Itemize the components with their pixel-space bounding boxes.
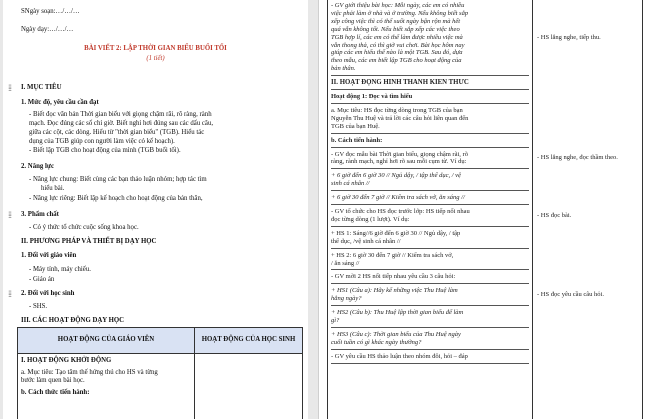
objective-line: giữa các cột, các dòng. Hiểu từ "thời gian biểu" (TGB). Hiểu tác [29,129,205,136]
objective-line: dụng của TGB giúp con người làm việc có kế hoạch). [29,138,175,145]
teacher-activity-line: / ăn sáng // [331,259,360,267]
teacher-activity-line: quá vẫn không tốt. Nếu biết sắp xếp các việc theo [331,25,460,33]
competency-line: - Năng lực riêng: Biết lập kế hoạch cho hoạt động của bản thân, [29,195,203,202]
teacher-activity-line: + HS1 (Câu a): Hãy kể những việc Thu Huệ làm [331,287,458,295]
document-page-left [3,0,308,419]
row-divider [331,226,529,227]
row-divider [331,248,529,249]
student-column [537,0,639,419]
header-teacher-activity: HOẠT ĐỘNG CỦA GIÁO VIÊN [18,328,195,354]
teacher-activity-line: giúp các em hiểu thế nào là một TGB. Sau đó, dựa [331,49,463,57]
teacher-activity-line: sinh cá nhân // [331,180,370,188]
drag-handle-icon[interactable]: ⁞⁞ [8,210,12,220]
row-divider [331,89,529,90]
teacher-activity-line: + HS 2: 6 giờ 30 đến 7 giờ // Kiểm tra sách vở, [331,251,454,259]
continued-table [327,0,643,419]
teacher-activity-line: thể dục, /vệ sinh cá nhân // [331,237,401,245]
teacher-column [331,0,529,419]
teacher-activity-line: + HS2 (Câu b): Thu Huệ lập thời gian biểu để làm [331,309,464,317]
row-divider [331,75,529,76]
activities-table [17,327,303,419]
student-activity-text: - HS đọc yêu cầu câu hỏi. [537,291,604,299]
activity-heading: I. HOẠT ĐỘNG KHỞI ĐỘNG [21,357,112,364]
row-divider [331,305,529,306]
teacher-activity-line: hằng ngày? [331,295,362,303]
row-divider [331,190,529,191]
teacher-activity-line: a. Mục tiêu: HS đọc từng dòng trong TGB của bạn [331,106,463,114]
teacher-activity-line: bản thân. [331,65,356,73]
objective-line: - Biết lập TGB cho hoạt động của mình (TGB buổi tối). [29,147,181,154]
teacher-activity-line: - GV mời 2 HS nối tiếp nhau yêu cầu 3 câu hỏi: [331,273,456,281]
quality-line: - Có ý thức tổ chức cuộc sống khoa học. [29,224,139,231]
objective-line: mạch. Đọc đúng các số chỉ giờ. Biết nghỉ hơi đúng sau các dấu câu, [29,120,214,127]
teacher-activity-line: TGB của bạn Huệ. [331,122,380,130]
teacher-activity-line: b. Cách tiến hành: [331,136,383,144]
teacher-activity-line: TGB hợp lí, các em có thể làm được nhiều việc mà [331,33,463,41]
competency-line: - Năng lực chung: Biết cùng các bạn thảo luận nhóm; hợp tác tìm [29,176,207,183]
objective-line: - Biết đọc văn bản Thời gian biểu với giọng chậm rãi, rõ ràng, rành [29,111,212,118]
teacher-activity-line: đọc từng dòng (1 lượt). Ví dụ: [331,215,410,223]
activity-line: a. Mục tiêu: Tạo tâm thế hứng thú cho HS và từng [21,369,158,377]
heading-competencies: 2. Năng lực [21,163,54,170]
section-activities: III. CÁC HOẠT ĐỘNG DẠY HỌC [21,317,125,324]
table-column-divider [532,0,533,419]
teacher-activity-line: - GV giới thiệu bài học: Mỗi ngày, các em có nhiều [331,2,465,9]
row-divider [331,283,529,284]
table-cell-student [195,354,303,419]
teacher-activity-line: - GV tổ chức cho HS đọc trước lớp: HS tiếp nối nhau [331,208,470,215]
section-objectives: I. MỤC TIÊU [21,84,62,91]
row-divider [331,133,529,134]
student-activity-text: - HS lắng nghe, tiếp thu. [537,33,601,41]
activity-line: b. Cách thức tiến hành: [21,388,90,396]
teacher-activity-line: xếp công việc thì có thể suốt ngày bận rộn mà hết [331,17,461,25]
teacher-activity-line: Nguyễn Thu Huệ và trả lời các câu hỏi liên quan đến [331,114,469,122]
teacher-activity-line: cuối tuần có gì khác ngày thường? [331,338,422,346]
teacher-activity-line: theo mẫu, các em biết lập TGB cho hoạt động của [331,57,462,65]
teacher-activity-line: + 6 giờ đến 6 giờ 30 // Ngủ dậy, / tập thể dục, / vệ [331,172,461,180]
competency-line: hiểu bài. [41,185,65,192]
student-activity-text: - HS đọc bài. [537,211,572,219]
activity-line: bước làm quen bài học. [21,377,85,385]
header-student-activity: HOẠT ĐỘNG CỦA HỌC SINH [195,328,303,354]
teacher-activity-line: vẫn thong thả, có thì giờ vui chơi. Bài học hôm nay [331,41,465,49]
row-divider [331,168,529,169]
row-divider [331,103,529,104]
lesson-duration: (1 tiết) [146,55,165,62]
row-divider [331,349,529,350]
section-methods: II. PHƯƠNG PHÁP VÀ THIẾT BỊ DẠY HỌC [21,238,157,245]
heading-student-equipment: 2. Đối với học sinh [21,290,75,297]
teacher-activity-line: - GV đọc mẫu bài Thời gian biểu, giọng chậm rãi, rõ [331,150,468,158]
heading-requirements: 1. Mức độ, yêu cầu cần đạt [21,99,99,106]
drag-handle-icon[interactable]: ⁞⁞ [8,289,12,299]
teacher-equipment-item: - Giáo án [29,276,55,283]
row-divider [331,269,529,270]
teacher-activity-line: gì? [331,317,340,324]
teacher-activity-line: + HS3 (Câu c): Thời gian biểu của Thu Huệ ngày [331,330,461,338]
row-divider [331,204,529,205]
date-prepared: SNgày soạn:…/…/… [21,8,80,15]
row-divider [331,363,529,364]
date-taught: Ngày dạy:…/…/… [21,26,74,33]
teacher-activity-line: + 6 giờ 30 đến 7 giờ // Kiểm tra sách vở, ăn sáng // [331,194,465,202]
teacher-activity-line: + HS 1: Sáng//6 giờ đến 6 giờ 30 // Ngủ dậy, / tập [331,229,461,237]
teacher-activity-line: - GV yêu cầu HS thảo luận theo nhóm đôi, hỏi – đáp [331,352,468,360]
teacher-activity-line: ràng, rành mạch, nghỉ hơi rõ sau mỗi cụm từ. Ví dụ: [331,158,467,166]
document-page-right [318,0,650,419]
row-divider [331,327,529,328]
drag-handle-icon[interactable]: ⁞⁞ [8,83,12,93]
teacher-activity-line: Hoạt động 1: Đọc và tìm hiểu [331,93,413,100]
teacher-activity-line: việc phải làm ở nhà và ở trường. Nếu không biết sắp [331,9,469,17]
heading-qualities: 3. Phẩm chất [21,211,59,218]
heading-teacher-equipment: 1. Đối với giáo viên [21,252,77,259]
table-cell-teacher [18,354,195,419]
row-divider [331,147,529,148]
student-activity-text: - HS lắng nghe, đọc thầm theo. [537,154,618,162]
lesson-title: BÀI VIẾT 2: LẬP THỜI GIAN BIỂU BUỔI TỐI [84,45,227,52]
teacher-equipment-item: - Máy tính, máy chiếu. [29,266,91,273]
student-equipment-item: - SHS. [29,303,48,310]
teacher-activity-line: II. HOẠT ĐỘNG HÌNH THÀNH KIẾN THỨC [331,79,469,87]
